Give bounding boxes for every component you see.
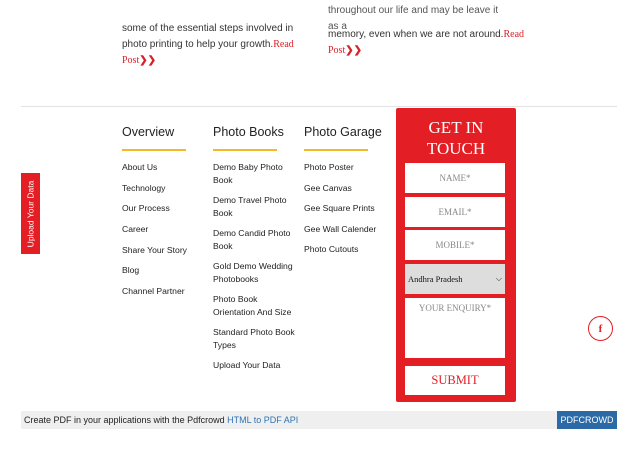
html-to-pdf-link[interactable]: HTML to PDF API [227, 415, 299, 425]
footer-link[interactable]: Our Process [122, 203, 170, 214]
footer-link[interactable]: Gee Square Prints [304, 203, 375, 213]
footer-link[interactable]: Technology [122, 182, 166, 193]
footer-link[interactable]: Upload Your Data [213, 360, 281, 370]
footer-link[interactable]: Gee Canvas [304, 182, 352, 193]
excerpt-text: some of the essential steps involved in photo printing to help your growth. [122, 23, 294, 50]
footer-column-photo-books [213, 125, 301, 380]
pdfcrowd-banner [21, 411, 617, 429]
state-selected-value: Andhra Pradesh [408, 274, 463, 284]
section-divider [21, 106, 617, 107]
column-title: Overview [122, 125, 175, 139]
title-underline [304, 149, 368, 151]
footer-link[interactable]: Photo Book Orientation And Size [213, 294, 292, 317]
blog-excerpt-left [122, 21, 312, 69]
footer-link[interactable]: Photo Cutouts [304, 244, 359, 254]
read-post-link[interactable]: Read Post❯❯ [328, 29, 525, 56]
form-title: GET IN TOUCH [426, 118, 486, 158]
footer-link[interactable]: Demo Candid Photo Book [213, 228, 291, 251]
footer-link[interactable]: Share Your Story [122, 244, 187, 255]
facebook-icon[interactable]: f [588, 316, 613, 341]
footer-link[interactable]: Channel Partner [122, 286, 185, 297]
upload-tab-label: Upload Your Data [25, 180, 36, 247]
enquiry-textarea[interactable]: YOUR ENQUIRY* [405, 298, 505, 358]
footer-link[interactable]: Photo Poster [304, 162, 354, 172]
footer-link[interactable]: Standard Photo Book Types [213, 327, 295, 350]
excerpt-text: memory, even when we are not around. [328, 29, 504, 40]
blog-excerpt-right [328, 27, 528, 59]
mobile-field[interactable]: MOBILE* [405, 230, 505, 260]
footer-link[interactable]: Demo Baby Photo Book [213, 162, 283, 185]
title-underline [122, 149, 186, 151]
name-field[interactable]: NAME* [405, 163, 505, 193]
double-chevron-icon: ❯❯ [139, 55, 156, 66]
footer-link[interactable]: Gold Demo Wedding Photobooks [213, 261, 293, 284]
footer-link[interactable]: Blog [122, 265, 140, 276]
footer-link[interactable]: Demo Travel Photo Book [213, 195, 287, 218]
pdfcrowd-text: Create PDF in your applications with the Pdfcrowd HTML to PDF API [24, 415, 299, 425]
title-underline [213, 149, 277, 151]
email-field[interactable]: EMAIL* [405, 197, 505, 227]
submit-button[interactable]: SUBMIT [405, 366, 505, 395]
column-title: Photo Garage [304, 125, 382, 139]
footer-link[interactable]: Career [122, 224, 149, 235]
read-post-link[interactable]: Read Post❯❯ [122, 39, 294, 66]
blog-excerpt-right-cut-line: throughout our life and may be leave it as a [328, 5, 499, 32]
footer-link[interactable]: Gee Wall Calender [304, 223, 377, 234]
double-chevron-icon: ❯❯ [345, 45, 362, 56]
column-title: Photo Books [213, 125, 284, 139]
footer-link[interactable]: About Us [122, 162, 158, 172]
footer-column-overview [122, 125, 210, 306]
pdfcrowd-logo-button[interactable]: PDFCROWD [557, 411, 617, 429]
footer-column-photo-garage [304, 125, 392, 264]
get-in-touch-form [396, 108, 516, 402]
upload-your-data-tab[interactable] [21, 173, 40, 254]
state-select[interactable] [405, 264, 505, 294]
chevron-down-icon: ⌵ [495, 274, 502, 283]
